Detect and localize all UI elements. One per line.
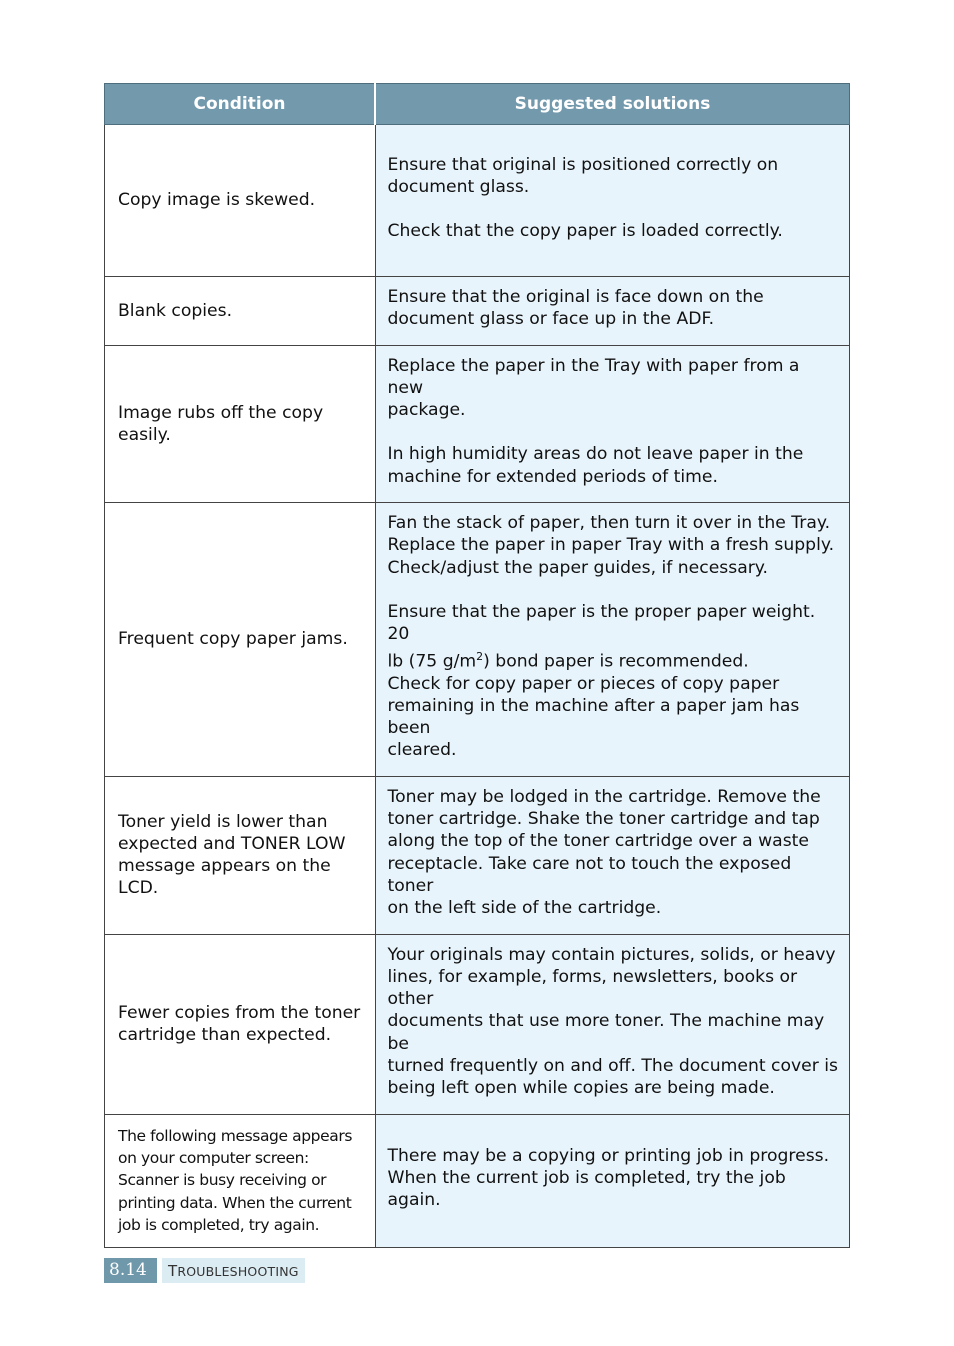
page-number: 8.14 <box>104 1258 157 1283</box>
solution-line: Fan the stack of paper, then turn it over in the Tray. <box>387 513 831 534</box>
condition-text: Blank copies. <box>118 300 233 321</box>
solution-line: Replace the paper in paper Tray with a fresh supply. <box>387 535 835 556</box>
condition-cell <box>105 125 376 277</box>
solution-cell <box>375 503 850 777</box>
condition-cell <box>105 934 376 1114</box>
solution-cell <box>375 776 850 934</box>
solution-line: There may be a copying or printing job in progress. <box>387 1145 830 1166</box>
table-row <box>105 934 850 1114</box>
solution-line: machine for extended periods of time. <box>387 466 718 487</box>
solution-cell <box>375 125 850 277</box>
condition-header: Condition <box>105 84 376 125</box>
solution-line: Ensure that the original is face down on the <box>387 287 764 307</box>
solution-line: along the top of the toner cartridge over a waste <box>387 831 809 852</box>
solution-line: lines, for example, forms, newsletters, books or other <box>387 966 798 1010</box>
condition-cell <box>105 277 376 346</box>
condition-text: Toner yield is lower than expected and TONER LOW message appears on the LCD. <box>118 811 346 899</box>
solution-line: Ensure that original is positioned correctly on <box>387 154 779 175</box>
solution-line: receptacle. Take care not to touch the exposed toner <box>387 853 792 896</box>
solution-line: turned frequently on and off. The document cover is <box>387 1056 839 1077</box>
condition-line: Scanner is busy receiving or <box>118 1171 327 1190</box>
troubleshooting-table <box>104 83 850 1248</box>
condition-cell <box>105 1114 376 1247</box>
condition-cell <box>105 776 376 934</box>
table-header-row <box>105 84 850 125</box>
solution-cell <box>375 934 850 1114</box>
solution-line: document glass or face up in the ADF. <box>387 309 715 330</box>
solution-line: Check/adjust the paper guides, if necessary. <box>387 557 768 578</box>
solution-line: Check that the copy paper is loaded correctly. <box>387 221 783 242</box>
table-row <box>105 277 850 346</box>
solution-line: documents that use more toner. The machine may be <box>387 1011 825 1054</box>
superscript-2: 2 <box>476 649 484 663</box>
section-title-initial: T <box>168 1262 178 1280</box>
paper-weight-text: lb (75 g/m <box>387 651 477 672</box>
condition-cell <box>105 345 376 502</box>
table-row <box>105 125 850 277</box>
solution-line: package. <box>387 400 466 421</box>
solution-line: In high humidity areas do not leave paper in the <box>387 444 804 465</box>
table-row <box>105 345 850 502</box>
solution-line: toner cartridge. Shake the toner cartridge and tap <box>387 809 820 830</box>
solution-line: Toner may be lodged in the cartridge. Remove the <box>387 786 821 807</box>
solution-line: document glass. <box>387 176 530 197</box>
condition-text: Copy image is skewed. <box>118 190 316 211</box>
section-title-rest: ROUBLESHOOTING <box>177 1264 299 1279</box>
solution-line: cleared. <box>387 740 457 761</box>
condition-cell <box>105 503 376 777</box>
condition-line: printing data. When the current <box>118 1193 352 1212</box>
solution-line: Your originals may contain pictures, solids, or heavy <box>387 944 836 965</box>
solution-cell <box>375 277 850 346</box>
table-row <box>105 503 850 777</box>
section-title <box>162 1258 305 1283</box>
condition-line: on your computer screen: <box>118 1149 309 1168</box>
solution-line: When the current job is completed, try the job again. <box>387 1167 786 1211</box>
table-row <box>105 1114 850 1247</box>
table-row <box>105 776 850 934</box>
solution-line: being left open while copies are being made. <box>387 1078 775 1099</box>
condition-line: job is completed, try again. <box>118 1216 320 1235</box>
page-footer <box>104 1258 305 1283</box>
solutions-header: Suggested solutions <box>375 84 850 125</box>
condition-text: Frequent copy paper jams. <box>118 629 348 650</box>
solution-line: Replace the paper in the Tray with paper from a new <box>387 355 800 398</box>
solution-cell <box>375 345 850 502</box>
condition-text: Fewer copies from the toner cartridge than expected. <box>118 1002 361 1046</box>
solution-line <box>388 646 840 673</box>
solution-cell <box>375 1114 850 1247</box>
solution-line: Check for copy paper or pieces of copy paper <box>387 673 780 694</box>
solution-line: remaining in the machine after a paper jam has been <box>387 695 800 739</box>
solution-line: on the left side of the cartridge. <box>387 898 662 919</box>
solution-line: Ensure that the paper is the proper paper weight. 20 <box>387 601 816 645</box>
condition-line: The following message appears <box>118 1126 353 1145</box>
paper-weight-text-rest: ) bond paper is recommended. <box>483 651 749 672</box>
condition-text: Image rubs off the copy easily. <box>118 402 324 445</box>
